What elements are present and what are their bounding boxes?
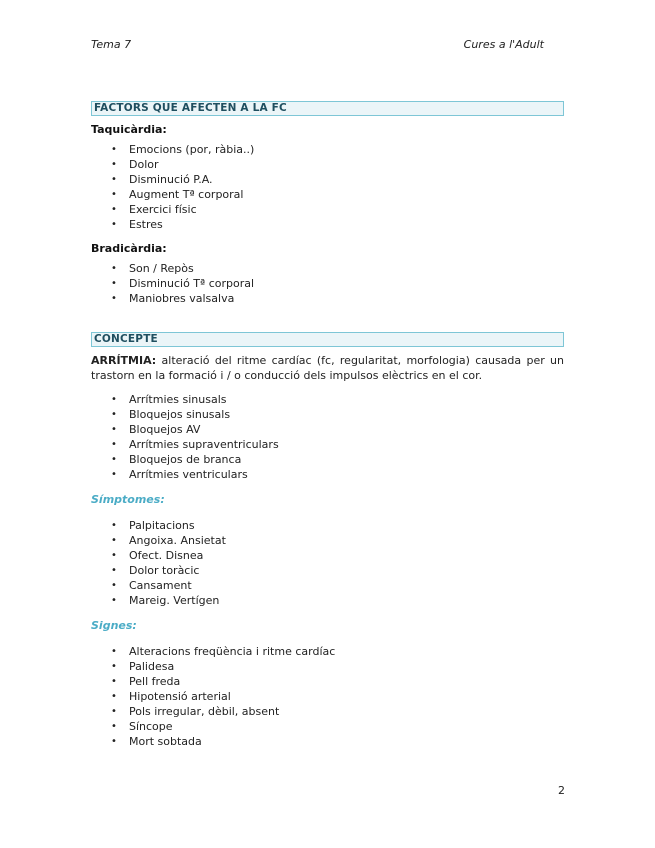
signs-label: Signes: bbox=[91, 619, 137, 632]
list-item: • Palpitacions bbox=[111, 519, 195, 532]
bullet-icon: • bbox=[111, 409, 117, 420]
list-item: • Dolor toràcic bbox=[111, 564, 200, 577]
bullet-icon: • bbox=[111, 144, 117, 155]
header-topic: Tema 7 bbox=[91, 38, 132, 51]
list-item: • Exercici físic bbox=[111, 203, 197, 216]
list-item: • Mareig. Vertígen bbox=[111, 594, 220, 607]
bullet-icon: • bbox=[111, 424, 117, 435]
bullet-icon: • bbox=[111, 736, 117, 747]
bullet-icon: • bbox=[111, 394, 117, 405]
list-item: • Síncope bbox=[111, 720, 173, 733]
list-item: • Disminució Tª corporal bbox=[111, 277, 255, 290]
bullet-icon: • bbox=[111, 263, 117, 274]
list-item: • Alteracions freqüència i ritme cardíac bbox=[111, 645, 336, 658]
bullet-icon: • bbox=[111, 550, 117, 561]
list-item: • Maniobres valsalva bbox=[111, 292, 235, 305]
bullet-icon: • bbox=[111, 520, 117, 531]
signs-list bbox=[91, 644, 564, 749]
list-item: • Pell freda bbox=[111, 675, 181, 688]
bullet-icon: • bbox=[111, 174, 117, 185]
list-item: • Emocions (por, ràbia..) bbox=[111, 143, 255, 156]
list-item: • Estres bbox=[111, 218, 163, 231]
list-item: • Disminució P.A. bbox=[111, 173, 213, 186]
bullet-icon: • bbox=[111, 721, 117, 732]
list-item: • Mort sobtada bbox=[111, 735, 202, 748]
bullet-icon: • bbox=[111, 646, 117, 657]
list-item: • Angoixa. Ansietat bbox=[111, 534, 226, 547]
bullet-icon: • bbox=[111, 189, 117, 200]
symptoms-label: Símptomes: bbox=[91, 493, 165, 506]
bullet-icon: • bbox=[111, 706, 117, 717]
bullet-icon: • bbox=[111, 691, 117, 702]
list-item: • Arrítmies ventriculars bbox=[111, 468, 248, 481]
tachycardia-list bbox=[91, 142, 564, 232]
bullet-icon: • bbox=[111, 535, 117, 546]
list-item: • Augment Tª corporal bbox=[111, 188, 244, 201]
bullet-icon: • bbox=[111, 204, 117, 215]
bullet-icon: • bbox=[111, 439, 117, 450]
list-item: • Bloquejos de branca bbox=[111, 453, 242, 466]
page-header bbox=[91, 38, 564, 52]
header-course: Cures a l'Adult bbox=[463, 38, 544, 51]
bullet-icon: • bbox=[111, 159, 117, 170]
definition-term: ARRÍTMIA: bbox=[91, 354, 157, 367]
bullet-icon: • bbox=[111, 661, 117, 672]
bullet-icon: • bbox=[111, 278, 117, 289]
list-item: • Pols irregular, dèbil, absent bbox=[111, 705, 280, 718]
document-body bbox=[91, 101, 564, 749]
definition-text: alteració del ritme cardíac (fc, regularitat, morfologia) causada per un trastorn en la formació i / o conducció dels impulsos elèctrics en el cor. bbox=[91, 354, 564, 382]
list-item: • Palidesa bbox=[111, 660, 175, 673]
tachycardia-label: Taquicàrdia: bbox=[91, 123, 167, 136]
bullet-icon: • bbox=[111, 565, 117, 576]
bullet-icon: • bbox=[111, 676, 117, 687]
symptoms-list bbox=[91, 518, 564, 608]
arrhythmia-types-list bbox=[91, 392, 564, 482]
list-item: • Bloquejos sinusals bbox=[111, 408, 231, 421]
bullet-icon: • bbox=[111, 293, 117, 304]
section-heading-concept: CONCEPTE bbox=[91, 332, 564, 347]
list-item: • Dolor bbox=[111, 158, 159, 171]
bullet-icon: • bbox=[111, 595, 117, 606]
list-item: • Bloquejos AV bbox=[111, 423, 201, 436]
list-item: • Arrítmies sinusals bbox=[111, 393, 227, 406]
bullet-icon: • bbox=[111, 580, 117, 591]
list-item: • Hipotensió arterial bbox=[111, 690, 231, 703]
list-item: • Ofect. Disnea bbox=[111, 549, 204, 562]
page-number: 2 bbox=[558, 784, 565, 797]
bradycardia-list bbox=[91, 261, 564, 306]
arrhythmia-definition bbox=[91, 353, 564, 383]
list-item: • Son / Repòs bbox=[111, 262, 194, 275]
list-item: • Cansament bbox=[111, 579, 192, 592]
section-heading-factors: FACTORS QUE AFECTEN A LA FC bbox=[91, 101, 564, 116]
bullet-icon: • bbox=[111, 469, 117, 480]
list-item: • Arrítmies supraventriculars bbox=[111, 438, 279, 451]
bradycardia-label: Bradicàrdia: bbox=[91, 242, 167, 255]
bullet-icon: • bbox=[111, 454, 117, 465]
bullet-icon: • bbox=[111, 219, 117, 230]
